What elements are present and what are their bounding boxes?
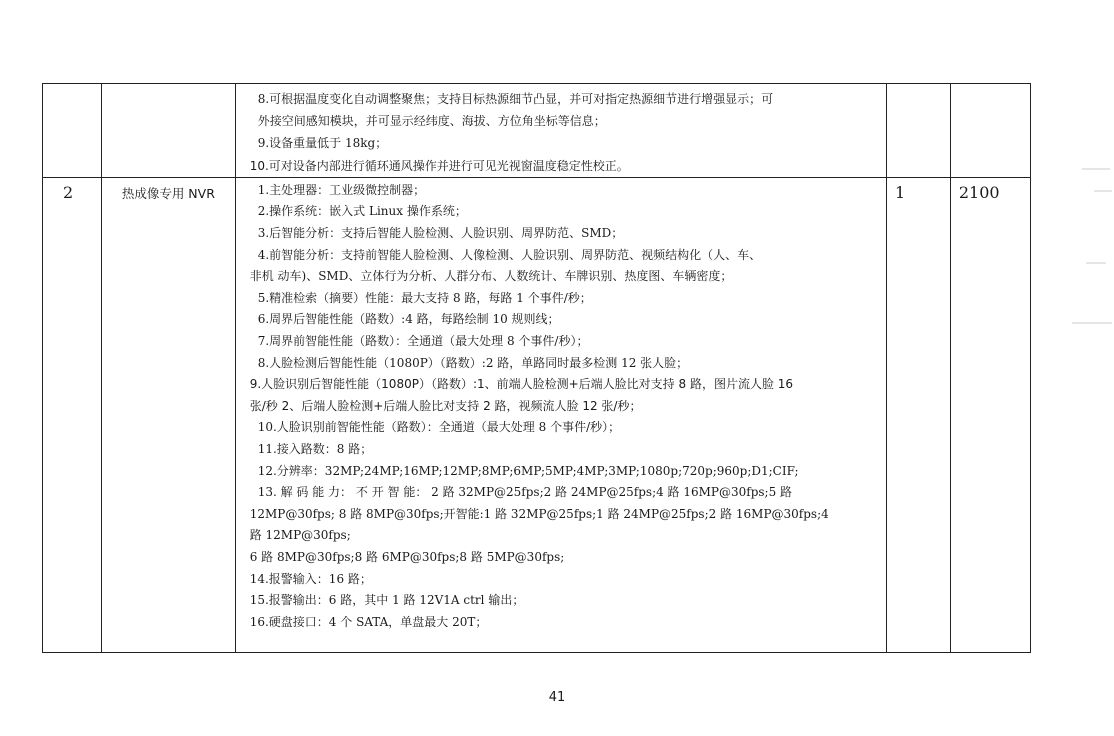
spec-line: 路 12MP@30fps; — [249, 528, 351, 543]
spec-line: 2.操作系统：嵌入式 Linux 操作系统； — [257, 204, 467, 219]
spec-line: 13. 解 码 能 力： 不 开 智 能： 2 路 32MP@25fps;2 路 24MP@25fps;4 路 16MP@30fps;5 路 — [257, 485, 793, 500]
spec-line: 张/秒 2、后端人脸检测+后端人脸比对支持 2 路，视频流人脸 12 张/秒； — [249, 398, 642, 413]
spec-line: 12MP@30fps; 8 路 8MP@30fps;开智能:1 路 32MP@25fps;1 路 24MP@25fps;2 路 16MP@30fps;4 — [249, 506, 829, 521]
spec-cell — [235, 177, 886, 652]
spec-line: 6.周界后智能性能（路数）:4 路，每路绘制 10 规则线； — [257, 312, 560, 327]
spec-line: 外接空间感知模块，并可显示经纬度、海拔、方位角坐标等信息； — [257, 114, 606, 129]
spec-line: 10.人脸识别前智能性能（路数）：全通道（最大处理 8 个事件/秒）； — [257, 420, 621, 435]
table-row — [43, 84, 1031, 178]
item-name: 热成像专用 NVR — [121, 185, 215, 201]
spec-line: 5.精准检索（摘要）性能：最大支持 8 路，每路 1 个事件/秒； — [257, 290, 592, 305]
item-name-cell — [101, 84, 235, 178]
quantity-cell — [886, 84, 950, 178]
spec-line: 3.后智能分析：支持后智能人脸检测、人脸识别、周界防范、SMD； — [257, 226, 624, 240]
spec-line: 10.可对设备内部进行循环通风操作并进行可见光视窗温度稳定性校正。 — [249, 158, 629, 173]
scan-artifact — [1082, 168, 1110, 170]
price-cell: 2100 — [950, 177, 1030, 652]
table-row — [43, 177, 1031, 652]
scan-artifact — [1094, 190, 1112, 192]
spec-line: 9.设备重量低于 18kg； — [257, 136, 388, 151]
spec-line: 非机 动车)、SMD、立体行为分析、人群分布、人数统计、车牌识别、热度图、车辆密度； — [249, 269, 733, 284]
spec-line: 14.报警输入：16 路； — [249, 571, 372, 586]
spec-line: 6 路 8MP@30fps;8 路 6MP@30fps;8 路 5MP@30fps; — [249, 549, 565, 564]
spec-line: 9.人脸识别后智能性能（1080P）（路数）:1、前端人脸检测+后端人脸比对支持 8 路，图片流人脸 16 — [249, 377, 794, 392]
item-name-cell — [101, 177, 235, 652]
page-number: 41 — [548, 690, 566, 705]
spec-table — [42, 83, 1031, 653]
spec-cell — [235, 84, 886, 178]
price-cell — [950, 84, 1030, 178]
spec-line: 16.硬盘接口：4 个 SATA，单盘最大 20T； — [249, 614, 488, 629]
spec-line: 7.周界前智能性能（路数）：全通道（最大处理 8 个事件/秒）； — [257, 333, 589, 348]
spec-line: 1.主处理器：工业级微控制器； — [257, 182, 426, 197]
spec-line: 15.报警输出：6 路，其中 1 路 12V1A ctrl 输出； — [249, 593, 525, 608]
scan-artifact — [1072, 322, 1112, 324]
item-number-cell: 2 — [43, 177, 102, 652]
spec-line: 8.人脸检测后智能性能（1080P）（路数）:2 路，单路同时最多检测 12 张人脸； — [257, 355, 689, 370]
item-number-cell — [43, 84, 102, 178]
quantity-cell: 1 — [886, 177, 950, 652]
scan-artifact — [1086, 262, 1106, 264]
spec-line: 8.可根据温度变化自动调整聚焦；支持目标热源细节凸显，并可对指定热源细节进行增强显示；可 — [257, 92, 774, 106]
spec-line: 12.分辨率：32MP;24MP;16MP;12MP;8MP;6MP;5MP;4MP;3MP;1080p;720p;960p;D1;CIF; — [257, 463, 799, 478]
spec-line: 11.接入路数：8 路； — [257, 441, 373, 456]
spec-line: 4.前智能分析：支持前智能人脸检测、人像检测、人脸识别、周界防范、视频结构化（人、车、 — [257, 247, 762, 262]
